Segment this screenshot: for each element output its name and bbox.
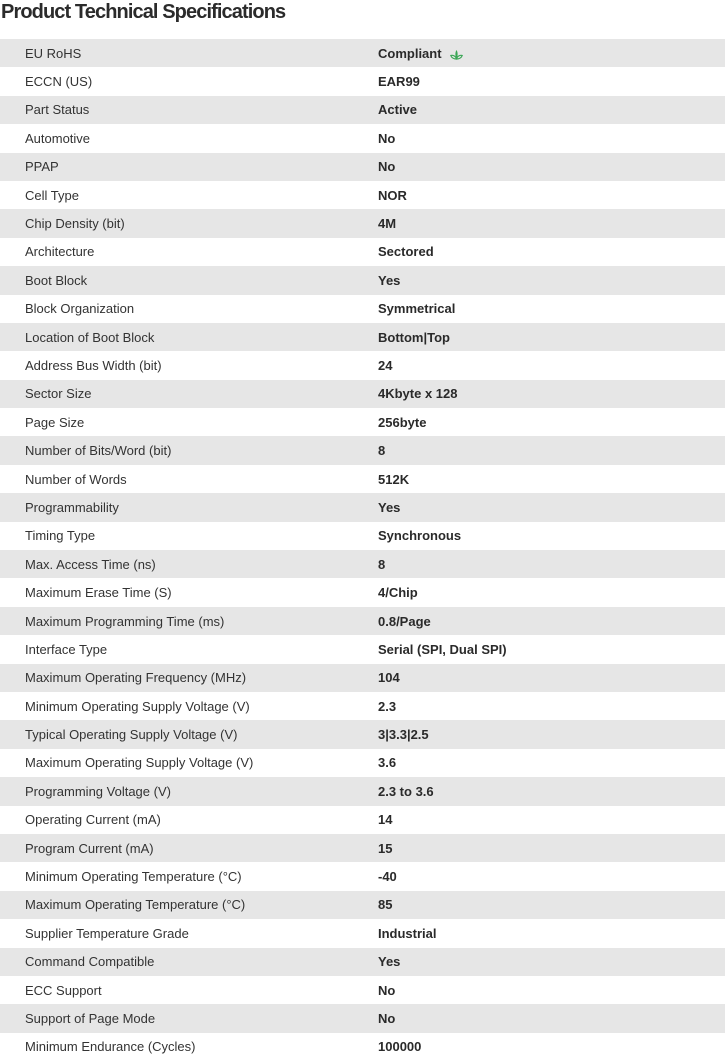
spec-value bbox=[352, 614, 725, 629]
spec-label: Maximum Operating Temperature (°C) bbox=[25, 897, 246, 913]
table-row bbox=[0, 153, 725, 181]
spec-label: Cell Type bbox=[25, 187, 79, 203]
spec-label: Programming Voltage (V) bbox=[25, 783, 171, 799]
spec-value-text: Active bbox=[378, 102, 418, 118]
table-row bbox=[0, 39, 725, 67]
spec-value bbox=[352, 585, 725, 600]
spec-value-text: Compliant bbox=[378, 45, 442, 61]
table-row bbox=[0, 465, 725, 493]
spec-value bbox=[352, 500, 725, 515]
spec-value bbox=[352, 784, 725, 799]
spec-value bbox=[352, 358, 725, 373]
spec-label: Address Bus Width (bit) bbox=[25, 357, 162, 373]
spec-value-text: 3|3.3|2.5 bbox=[378, 727, 429, 743]
spec-value-text: No bbox=[378, 982, 396, 998]
spec-value-text: Industrial bbox=[378, 925, 437, 941]
spec-label: Maximum Programming Time (ms) bbox=[25, 613, 225, 629]
table-row bbox=[0, 692, 725, 720]
spec-value-text: 85 bbox=[378, 897, 393, 913]
spec-value bbox=[352, 102, 725, 117]
table-row bbox=[0, 124, 725, 152]
spec-value-text: 15 bbox=[378, 840, 393, 856]
spec-value-text: No bbox=[378, 1010, 396, 1026]
spec-value-text: 8 bbox=[378, 556, 386, 572]
spec-value-text: 0.8/Page bbox=[378, 613, 431, 629]
spec-label: Maximum Operating Supply Voltage (V) bbox=[25, 755, 254, 771]
spec-label: Boot Block bbox=[25, 272, 88, 288]
spec-value bbox=[352, 528, 725, 543]
spec-value-text: Symmetrical bbox=[378, 301, 456, 317]
spec-label: PPAP bbox=[25, 159, 59, 175]
table-row bbox=[0, 493, 725, 521]
spec-value-text: 512K bbox=[378, 471, 410, 487]
page-title: Product Technical Specifications bbox=[1, 1, 286, 23]
spec-value bbox=[352, 699, 725, 714]
spec-label: Minimum Endurance (Cycles) bbox=[25, 1039, 196, 1055]
table-row bbox=[0, 635, 725, 663]
spec-value-text: No bbox=[378, 130, 396, 146]
table-row bbox=[0, 67, 725, 95]
table-row bbox=[0, 209, 725, 237]
table-row bbox=[0, 1004, 725, 1032]
spec-value bbox=[352, 897, 725, 912]
spec-label: Typical Operating Supply Voltage (V) bbox=[25, 727, 238, 743]
spec-label: Maximum Operating Frequency (MHz) bbox=[25, 670, 247, 686]
spec-value-text: 2.3 to 3.6 bbox=[378, 783, 434, 799]
spec-value bbox=[352, 74, 725, 89]
spec-value bbox=[352, 954, 725, 969]
spec-value bbox=[352, 159, 725, 174]
spec-label: Program Current (mA) bbox=[25, 840, 154, 856]
table-row bbox=[0, 834, 725, 862]
spec-value-text: -40 bbox=[378, 869, 397, 885]
table-row bbox=[0, 578, 725, 606]
table-row bbox=[0, 1033, 725, 1061]
table-row bbox=[0, 380, 725, 408]
spec-value-text: Yes bbox=[378, 499, 401, 515]
spec-value-text: 104 bbox=[378, 670, 400, 686]
spec-value bbox=[352, 642, 725, 657]
spec-label: Minimum Operating Temperature (°C) bbox=[25, 869, 242, 885]
table-row bbox=[0, 948, 725, 976]
spec-value bbox=[352, 273, 725, 288]
spec-value-text: 3.6 bbox=[378, 755, 397, 771]
spec-label: Minimum Operating Supply Voltage (V) bbox=[25, 698, 250, 714]
spec-value bbox=[352, 216, 725, 231]
table-row bbox=[0, 749, 725, 777]
spec-label: Page Size bbox=[25, 414, 85, 430]
spec-value-text: 14 bbox=[378, 812, 393, 828]
table-row bbox=[0, 323, 725, 351]
spec-value bbox=[352, 812, 725, 827]
spec-value-text: Sectored bbox=[378, 244, 434, 260]
spec-label: Sector Size bbox=[25, 386, 92, 402]
spec-value-text: NOR bbox=[378, 187, 407, 203]
spec-label: Maximum Erase Time (S) bbox=[25, 585, 172, 601]
spec-value bbox=[352, 670, 725, 685]
spec-value bbox=[352, 46, 725, 61]
spec-value bbox=[352, 330, 725, 345]
table-row bbox=[0, 295, 725, 323]
table-row bbox=[0, 919, 725, 947]
spec-value-text: 24 bbox=[378, 357, 393, 373]
spec-value bbox=[352, 415, 725, 430]
spec-value bbox=[352, 983, 725, 998]
spec-label: ECCN (US) bbox=[25, 74, 93, 90]
table-row bbox=[0, 238, 725, 266]
spec-value bbox=[352, 301, 725, 316]
spec-label: Programmability bbox=[25, 499, 119, 515]
spec-value-text: 100000 bbox=[378, 1039, 422, 1055]
spec-value bbox=[352, 131, 725, 146]
spec-label: Block Organization bbox=[25, 301, 135, 317]
spec-label: Number of Bits/Word (bit) bbox=[25, 443, 172, 459]
leaf-icon bbox=[450, 48, 463, 59]
spec-label: Interface Type bbox=[25, 641, 108, 657]
spec-value-text: Bottom|Top bbox=[378, 329, 450, 345]
spec-value-text: Serial (SPI, Dual SPI) bbox=[378, 641, 507, 657]
spec-value bbox=[352, 727, 725, 742]
spec-label: Part Status bbox=[25, 102, 90, 118]
spec-table bbox=[0, 39, 725, 1061]
spec-value bbox=[352, 443, 725, 458]
spec-value-text: 4M bbox=[378, 216, 397, 232]
spec-label: Chip Density (bit) bbox=[25, 216, 125, 232]
table-row bbox=[0, 664, 725, 692]
spec-label: Architecture bbox=[25, 244, 95, 260]
table-row bbox=[0, 806, 725, 834]
spec-label: Timing Type bbox=[25, 528, 96, 544]
spec-label: Support of Page Mode bbox=[25, 1010, 156, 1026]
spec-label: ECC Support bbox=[25, 982, 102, 998]
spec-value bbox=[352, 386, 725, 401]
table-row bbox=[0, 266, 725, 294]
spec-value-text: 256byte bbox=[378, 414, 427, 430]
spec-value-text: 4/Chip bbox=[378, 585, 418, 601]
table-row bbox=[0, 181, 725, 209]
spec-value bbox=[352, 1011, 725, 1026]
spec-value bbox=[352, 1039, 725, 1054]
table-row bbox=[0, 862, 725, 890]
spec-value-text: Synchronous bbox=[378, 528, 462, 544]
spec-label: EU RoHS bbox=[25, 45, 82, 61]
spec-value-text: 4Kbyte x 128 bbox=[378, 386, 458, 402]
table-row bbox=[0, 436, 725, 464]
spec-value-text: 8 bbox=[378, 443, 386, 459]
spec-value bbox=[352, 869, 725, 884]
table-row bbox=[0, 550, 725, 578]
table-row bbox=[0, 522, 725, 550]
table-row bbox=[0, 351, 725, 379]
table-row bbox=[0, 976, 725, 1004]
spec-value-text: Yes bbox=[378, 272, 401, 288]
table-row bbox=[0, 607, 725, 635]
spec-value-text: No bbox=[378, 159, 396, 175]
spec-value bbox=[352, 188, 725, 203]
table-row bbox=[0, 777, 725, 805]
spec-value bbox=[352, 472, 725, 487]
spec-label: Operating Current (mA) bbox=[25, 812, 161, 828]
spec-value-text: 2.3 bbox=[378, 698, 397, 714]
spec-value-text: Yes bbox=[378, 954, 401, 970]
spec-label: Number of Words bbox=[25, 471, 127, 487]
table-row bbox=[0, 891, 725, 919]
spec-label: Command Compatible bbox=[25, 954, 155, 970]
spec-label: Max. Access Time (ns) bbox=[25, 556, 156, 572]
table-row bbox=[0, 720, 725, 748]
spec-value bbox=[352, 557, 725, 572]
spec-label: Automotive bbox=[25, 130, 91, 146]
table-row bbox=[0, 408, 725, 436]
spec-value bbox=[352, 244, 725, 259]
spec-label: Location of Boot Block bbox=[25, 329, 155, 345]
spec-value bbox=[352, 755, 725, 770]
spec-value bbox=[352, 926, 725, 941]
spec-label: Supplier Temperature Grade bbox=[25, 925, 189, 941]
table-row bbox=[0, 96, 725, 124]
spec-value bbox=[352, 841, 725, 856]
spec-value-text: EAR99 bbox=[378, 74, 420, 90]
